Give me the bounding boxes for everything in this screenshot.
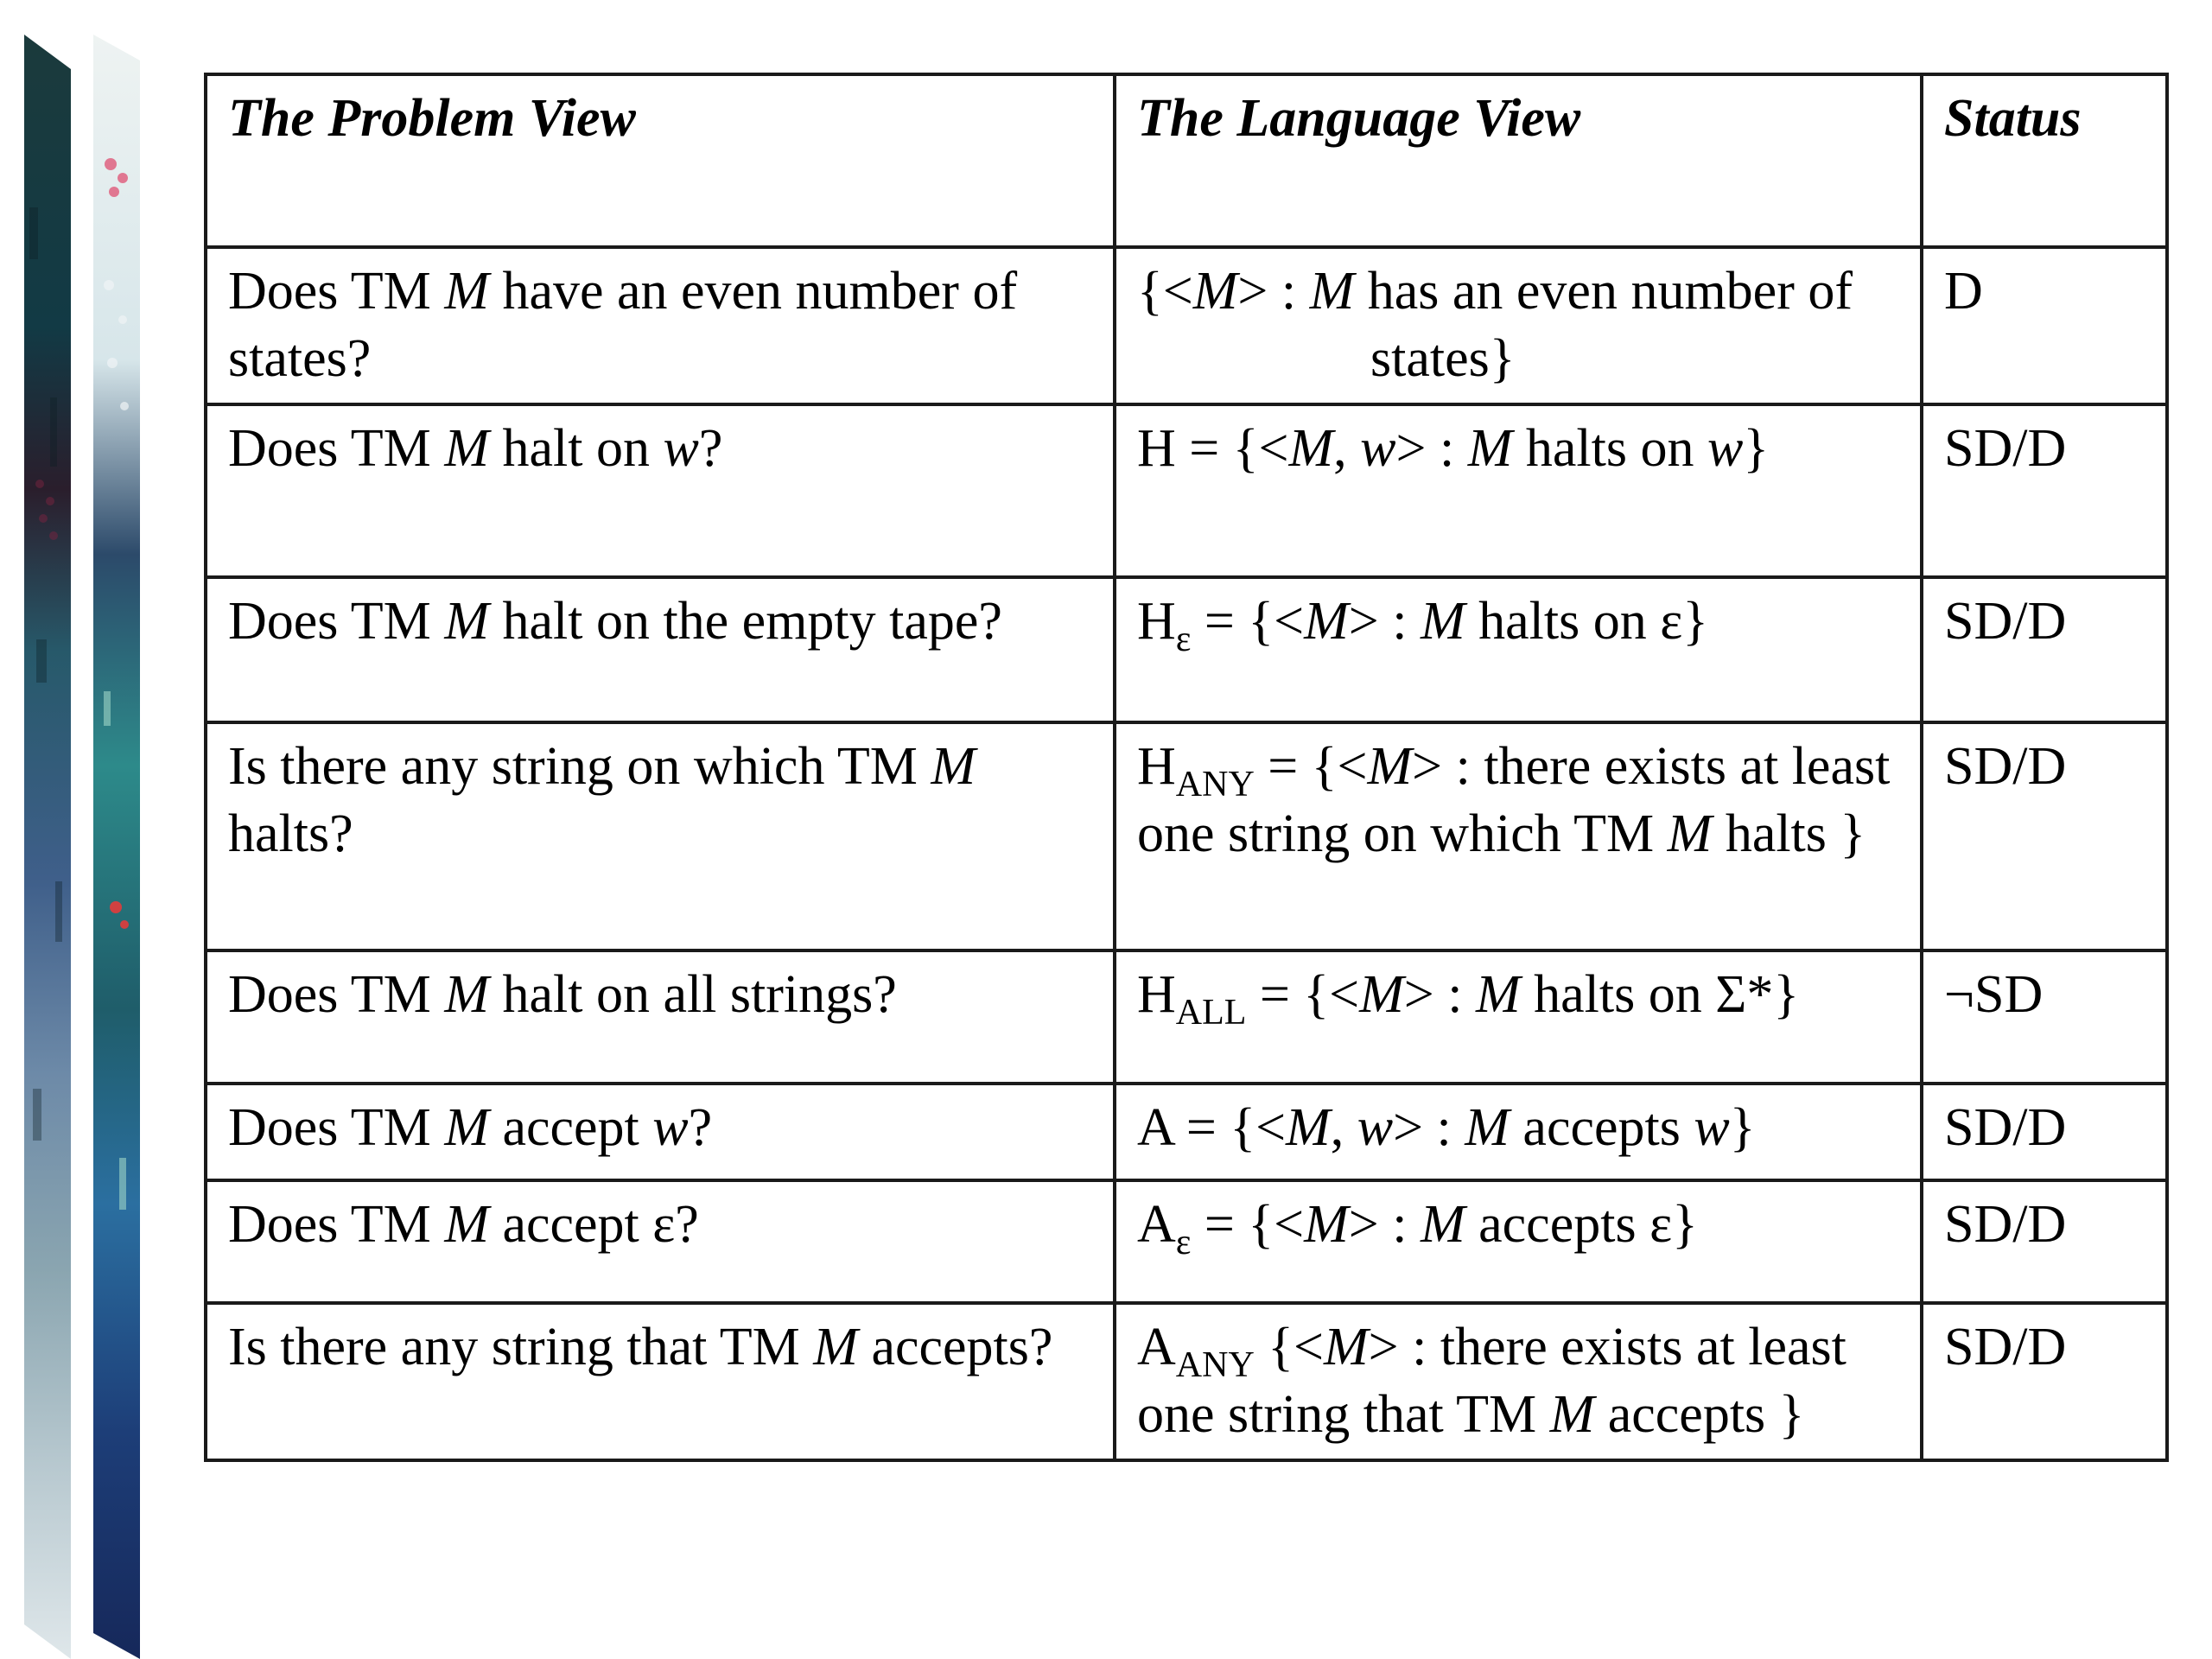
problem-cell: Is there any string on which TM M halts?	[206, 722, 1115, 950]
problem-cell: Is there any string that TM M accepts?	[206, 1303, 1115, 1460]
problem-cell: Does TM M have an even number of states?	[206, 247, 1115, 404]
problem-cell: Does TM M accept ε?	[206, 1180, 1115, 1303]
table-row	[206, 1084, 2167, 1180]
header-status: Status	[1922, 74, 2167, 247]
table-row	[206, 247, 2167, 404]
table-row	[206, 722, 2167, 950]
table-row	[206, 577, 2167, 722]
problem-cell: Does TM M accept w?	[206, 1084, 1115, 1180]
header-problem-view: The Problem View	[206, 74, 1115, 247]
language-cell: $H_\varepsilon = \{<M>$ : M halts on ε}	[1115, 577, 1922, 722]
problem-cell: Does TM M halt on the empty tape?	[206, 577, 1115, 722]
language-cell: $H_{ALL} = \{<M>$ : M halts on Σ*}	[1115, 950, 1922, 1084]
problem-cell: Does TM M halt on all strings?	[206, 950, 1115, 1084]
status-cell: D	[1922, 247, 2167, 404]
table-row	[206, 404, 2167, 577]
status-cell: SD/D	[1922, 577, 2167, 722]
status-cell: ¬SD	[1922, 950, 2167, 1084]
table-row	[206, 1180, 2167, 1303]
status-cell: SD/D	[1922, 1303, 2167, 1460]
status-cell: SD/D	[1922, 722, 2167, 950]
language-cell: $A_\varepsilon = \{<M>$ : M accepts ε}	[1115, 1180, 1922, 1303]
decorative-floral-stripe-icon	[93, 35, 140, 1659]
table-row	[206, 1303, 2167, 1460]
problem-cell: Does TM M halt on w?	[206, 404, 1115, 577]
table-header-row	[206, 74, 2167, 247]
status-cell: SD/D	[1922, 1084, 2167, 1180]
status-cell: SD/D	[1922, 1180, 2167, 1303]
left-decorative-stripe	[24, 35, 71, 1659]
right-decorative-stripe	[93, 35, 140, 1659]
header-language-view: The Language View	[1115, 74, 1922, 247]
table-row	[206, 950, 2167, 1084]
language-cell: {<M> : M has an even number of states}	[1115, 247, 1922, 404]
language-cell: A = {<M, w> : M accepts w}	[1115, 1084, 1922, 1180]
problem-language-table	[204, 73, 2169, 1462]
language-table-container	[204, 73, 2165, 1462]
language-cell: $A_{ANY}$ {<M> : there exists at least one string that TM M accepts }	[1115, 1303, 1922, 1460]
decorative-painted-stripe-icon	[24, 35, 71, 1659]
language-cell: $H_{ANY} = \{<M>$ : there exists at least one string on which TM M halts }	[1115, 722, 1922, 950]
status-cell: SD/D	[1922, 404, 2167, 577]
language-cell: H = {<M, w> : M halts on w}	[1115, 404, 1922, 577]
